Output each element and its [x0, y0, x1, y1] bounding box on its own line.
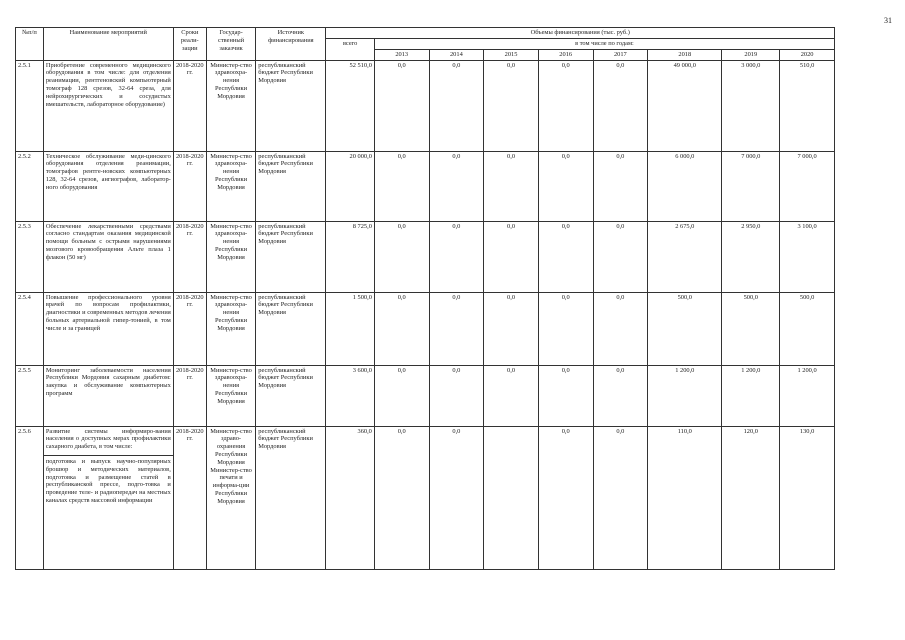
row-year-value: 500,0	[648, 292, 722, 365]
row-source: республиканский бюджет Республики Мордовия	[256, 426, 326, 569]
row-num: 2.5.3	[16, 221, 44, 292]
row-year-value: 1 200,0	[722, 365, 780, 426]
header-funding: Объемы финансирования (тыс. руб.)	[326, 28, 835, 39]
header-year: 2015	[484, 49, 539, 60]
row-year-value: 0,0	[374, 365, 429, 426]
row-year-value: 0,0	[484, 292, 539, 365]
header-year: 2020	[780, 49, 835, 60]
row-name: Развитие системы информиро-вания населения о доступных мерах профилактики сахарного диабета, в том числе:	[45, 427, 171, 451]
row-year-value	[484, 426, 539, 569]
row-name-cell	[43, 426, 173, 569]
row-terms: 2018-2020 гг.	[173, 221, 206, 292]
header-num: №п/п	[16, 28, 44, 61]
row-year-value: 130,0	[780, 426, 835, 569]
row-year-value: 6 000,0	[648, 151, 722, 221]
row-name: Мониторинг заболеваемости населения Республики Мордовия сахарным диабетом: закупка и обслуживание компьютерных программ	[43, 365, 173, 426]
header-terms: Сроки реали-зации	[173, 28, 206, 61]
header-name: Наименование мероприятий	[43, 28, 173, 61]
row-customer: Министер-ство здравоохра-нения Республики Мордовия	[206, 221, 256, 292]
row-year-value: 0,0	[593, 426, 648, 569]
row-name: Повышение профессионального уровня врачей по вопросам профилактики, диагностики и современных методов лечения больных артериальной гипер-тонией, в том числе и за границей	[43, 292, 173, 365]
table-row	[16, 221, 835, 292]
row-terms: 2018-2020 гг.	[173, 292, 206, 365]
table-row	[16, 292, 835, 365]
row-name: Обеспечение лекарственными средствами согласно стандартам оказания медицинской помощи больным с острыми нарушениями мозгового кровообращения Альте плаза 1 флакон (50 мг)	[43, 221, 173, 292]
header-by-years: в том числе по годам:	[374, 39, 834, 50]
row-total: 3 600,0	[326, 365, 374, 426]
header-year: 2013	[374, 49, 429, 60]
row-name-sub: подготовка и выпуск научно-популярных брошюр и методических материалов, подготовка и размещение статей в республиканской прессе, подго-товка и проведение теле- и радиопередач на местных каналах средств массовой информации	[44, 455, 173, 505]
row-terms: 2018-2020 гг.	[173, 151, 206, 221]
row-year-value: 110,0	[648, 426, 722, 569]
row-source: республиканский бюджет Республики Мордовия	[256, 365, 326, 426]
row-year-value: 0,0	[593, 365, 648, 426]
row-year-value: 0,0	[484, 221, 539, 292]
row-total: 360,0	[326, 426, 374, 569]
row-year-value: 0,0	[593, 221, 648, 292]
row-year-value: 0,0	[538, 151, 593, 221]
row-total: 52 510,0	[326, 60, 374, 151]
row-customer: Министер-ство здравоохра-нения Республики Мордовия	[206, 60, 256, 151]
row-year-value: 0,0	[429, 365, 484, 426]
row-year-value: 500,0	[780, 292, 835, 365]
row-name: Техническое обслуживание меди-цинского оборудования отделения реанимации, томографов рентге-новских компьютерных 128, 32-64 срезов, ангиографов, лаборатор-ного оборудования	[43, 151, 173, 221]
row-year-value: 1 200,0	[780, 365, 835, 426]
row-num: 2.5.4	[16, 292, 44, 365]
header-source: Источник финансирования	[256, 28, 326, 61]
header-year: 2017	[593, 49, 648, 60]
row-year-value: 0,0	[374, 426, 429, 569]
row-year-value: 3 100,0	[780, 221, 835, 292]
row-year-value: 0,0	[374, 292, 429, 365]
row-source: республиканский бюджет Республики Мордовия	[256, 60, 326, 151]
row-year-value: 0,0	[484, 365, 539, 426]
row-year-value: 0,0	[538, 365, 593, 426]
row-year-value: 0,0	[593, 292, 648, 365]
row-year-value: 0,0	[593, 60, 648, 151]
row-total: 20 000,0	[326, 151, 374, 221]
row-year-value: 0,0	[484, 60, 539, 151]
row-total: 1 500,0	[326, 292, 374, 365]
table-row	[16, 426, 835, 569]
header-total: всего	[326, 39, 374, 61]
row-year-value: 0,0	[374, 221, 429, 292]
row-year-value: 0,0	[374, 60, 429, 151]
row-year-value: 0,0	[429, 151, 484, 221]
row-customer: Министер-ство здравоохра-нения Республики Мордовия	[206, 365, 256, 426]
row-total: 8 725,0	[326, 221, 374, 292]
row-year-value: 1 200,0	[648, 365, 722, 426]
row-year-value: 0,0	[429, 426, 484, 569]
row-year-value: 7 000,0	[722, 151, 780, 221]
row-year-value: 0,0	[429, 221, 484, 292]
row-year-value: 510,0	[780, 60, 835, 151]
funding-table	[15, 27, 835, 570]
row-year-value: 0,0	[429, 60, 484, 151]
table-row	[16, 60, 835, 151]
row-num: 2.5.5	[16, 365, 44, 426]
row-source: республиканский бюджет Республики Мордовия	[256, 221, 326, 292]
row-year-value: 49 000,0	[648, 60, 722, 151]
row-source: республиканский бюджет Республики Мордовия	[256, 151, 326, 221]
row-year-value: 2 950,0	[722, 221, 780, 292]
row-year-value: 7 000,0	[780, 151, 835, 221]
row-terms: 2018-2020 гг.	[173, 365, 206, 426]
header-year: 2016	[538, 49, 593, 60]
row-name: Приобретение современного медицинского оборудования в том числе: для отделения реанимации, рентгеновский компьютерный томограф 128 срезов, 32-64 среза, для нейрохирургических и сосудистых вмешательств, лабораторное оборудование)	[43, 60, 173, 151]
row-customer: Министер-ство здравоохра-нения Республики Мордовия	[206, 292, 256, 365]
row-num: 2.5.2	[16, 151, 44, 221]
row-customer: Министер-ство здраво-охранения Республики Мордовия Министер-ство печати и информа-ции Республики Мордовия	[206, 426, 256, 569]
row-year-value: 0,0	[593, 151, 648, 221]
row-num: 2.5.1	[16, 60, 44, 151]
row-customer: Министер-ство здравоохра-нения Республики Мордовия	[206, 151, 256, 221]
row-year-value: 0,0	[538, 60, 593, 151]
page-number: 31	[884, 16, 892, 25]
row-num: 2.5.6	[16, 426, 44, 569]
row-year-value: 3 000,0	[722, 60, 780, 151]
row-year-value: 0,0	[374, 151, 429, 221]
row-year-value: 0,0	[484, 151, 539, 221]
header-year: 2019	[722, 49, 780, 60]
row-year-value: 2 675,0	[648, 221, 722, 292]
header-year: 2018	[648, 49, 722, 60]
table-row	[16, 365, 835, 426]
row-year-value: 500,0	[722, 292, 780, 365]
row-year-value: 120,0	[722, 426, 780, 569]
row-year-value: 0,0	[538, 292, 593, 365]
row-year-value: 0,0	[538, 426, 593, 569]
header-customer: Государ-ственный заказчик	[206, 28, 256, 61]
row-terms: 2018-2020 гг.	[173, 426, 206, 569]
table-row	[16, 151, 835, 221]
header-year: 2014	[429, 49, 484, 60]
row-year-value: 0,0	[429, 292, 484, 365]
row-source: республиканский бюджет Республики Мордовия	[256, 292, 326, 365]
row-year-value: 0,0	[538, 221, 593, 292]
row-terms: 2018-2020 гг.	[173, 60, 206, 151]
